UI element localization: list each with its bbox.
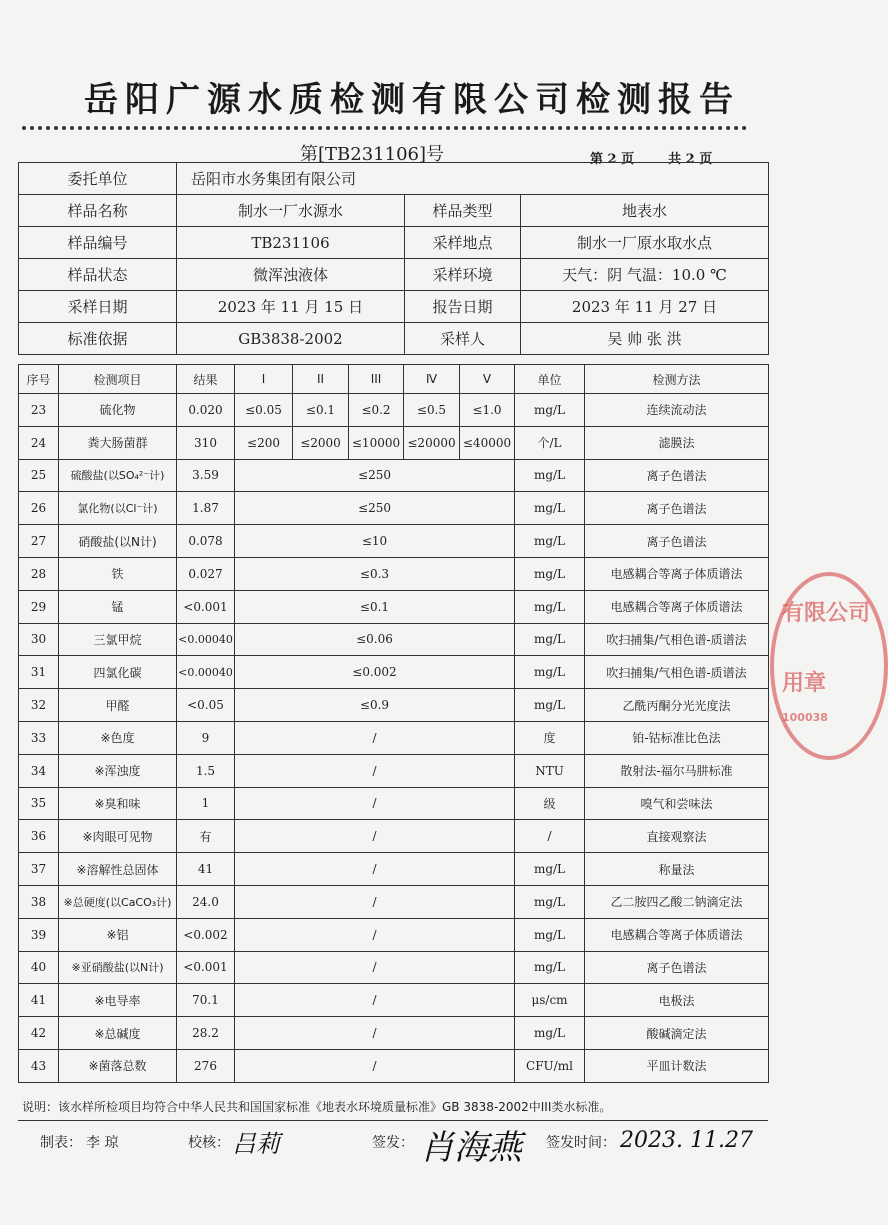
row-no: 25 <box>19 459 59 492</box>
row-method: 电感耦合等离子体质谱法 <box>585 590 769 623</box>
row-result: 28.2 <box>177 1017 235 1050</box>
table-row <box>19 590 769 623</box>
issuer-signature: 肖海燕 <box>420 1128 522 1168</box>
row-limit-class-1: ≤200 <box>235 426 293 459</box>
env-value: 天气：阴 气温：10.0 ℃ <box>521 259 769 291</box>
row-unit: mg/L <box>515 656 585 689</box>
row-no: 37 <box>19 853 59 886</box>
sample-type-value: 地表水 <box>521 195 769 227</box>
row-method: 滤膜法 <box>585 426 769 459</box>
issue-time-label: 签发时间： <box>546 1135 616 1151</box>
row-no: 35 <box>19 787 59 820</box>
row-result: <0.00040 <box>177 623 235 656</box>
row-method: 直接观察法 <box>585 820 769 853</box>
company-seal <box>770 572 888 760</box>
row-item: 氯化物(以Cl⁻计) <box>59 492 177 525</box>
row-method: 铂-钴标准比色法 <box>585 721 769 754</box>
table-row <box>19 820 769 853</box>
row-no: 33 <box>19 721 59 754</box>
row-no: 26 <box>19 492 59 525</box>
row-method: 离子色谱法 <box>585 525 769 558</box>
sample-no-value: TB231106 <box>177 227 405 259</box>
table-row <box>19 492 769 525</box>
row-no: 36 <box>19 820 59 853</box>
note-divider <box>18 1120 768 1121</box>
row-no: 40 <box>19 951 59 984</box>
row-method: 平皿计数法 <box>585 1049 769 1082</box>
sample-name-label: 样品名称 <box>19 195 177 227</box>
row-item: 粪大肠菌群 <box>59 426 177 459</box>
table-row <box>19 1017 769 1050</box>
header-no: 序号 <box>19 365 59 394</box>
header-item: 检测项目 <box>59 365 177 394</box>
row-limit-class-3: ≤0.2 <box>349 394 404 427</box>
row-result: 310 <box>177 426 235 459</box>
row-unit: mg/L <box>515 885 585 918</box>
row-no: 24 <box>19 426 59 459</box>
row-limit-class-2: ≤2000 <box>293 426 349 459</box>
table-row <box>19 557 769 590</box>
row-unit: mg/L <box>515 492 585 525</box>
row-result: <0.002 <box>177 918 235 951</box>
table-row <box>19 853 769 886</box>
row-limit-class-4: ≤0.5 <box>404 394 460 427</box>
row-limit: ≤0.002 <box>235 656 515 689</box>
row-limit: / <box>235 1049 515 1082</box>
row-limit: / <box>235 918 515 951</box>
sample-state-value: 微浑浊液体 <box>177 259 405 291</box>
maker-label: 制表： <box>40 1135 82 1151</box>
row-unit: mg/L <box>515 951 585 984</box>
table-row <box>19 918 769 951</box>
header-class-5: V <box>460 365 515 394</box>
row-result: 0.027 <box>177 557 235 590</box>
row-limit: / <box>235 885 515 918</box>
row-method: 散射法-福尔马肼标准 <box>585 754 769 787</box>
page-current: 第 2 页 <box>590 152 635 167</box>
row-method: 离子色谱法 <box>585 951 769 984</box>
row-unit: CFU/ml <box>515 1049 585 1082</box>
row-item: ※铝 <box>59 918 177 951</box>
row-unit: 级 <box>515 787 585 820</box>
row-no: 23 <box>19 394 59 427</box>
row-unit: mg/L <box>515 853 585 886</box>
row-item: ※菌落总数 <box>59 1049 177 1082</box>
header-result: 结果 <box>177 365 235 394</box>
row-no: 27 <box>19 525 59 558</box>
row-method: 吹扫捕集/气相色谱-质谱法 <box>585 623 769 656</box>
row-result: 1.5 <box>177 754 235 787</box>
row-method: 离子色谱法 <box>585 459 769 492</box>
checker-label: 校核： <box>188 1135 230 1151</box>
row-result: 1 <box>177 787 235 820</box>
row-limit: ≤0.06 <box>235 623 515 656</box>
row-unit: mg/L <box>515 525 585 558</box>
row-no: 31 <box>19 656 59 689</box>
row-unit: mg/L <box>515 689 585 722</box>
row-no: 42 <box>19 1017 59 1050</box>
row-item: 硝酸盐(以N计) <box>59 525 177 558</box>
row-limit: / <box>235 787 515 820</box>
row-result: 276 <box>177 1049 235 1082</box>
table-row <box>19 1049 769 1082</box>
row-unit: mg/L <box>515 590 585 623</box>
sample-info-table <box>18 162 769 355</box>
header-class-3: III <box>349 365 404 394</box>
row-limit: / <box>235 820 515 853</box>
sample-name-value: 制水一厂水源水 <box>177 195 405 227</box>
seal-text-3: 100038 <box>782 711 828 724</box>
row-item: 甲醛 <box>59 689 177 722</box>
row-method: 连续流动法 <box>585 394 769 427</box>
row-result: 41 <box>177 853 235 886</box>
issue-time-handwritten: 2023. 11.27 <box>620 1128 753 1153</box>
header-class-2: II <box>293 365 349 394</box>
row-no: 43 <box>19 1049 59 1082</box>
row-method: 电感耦合等离子体质谱法 <box>585 918 769 951</box>
row-unit: μs/cm <box>515 984 585 1017</box>
row-limit-class-5: ≤40000 <box>460 426 515 459</box>
row-item: 硫化物 <box>59 394 177 427</box>
table-row <box>19 787 769 820</box>
header-class-1: I <box>235 365 293 394</box>
sample-site-value: 制水一厂原水取水点 <box>521 227 769 259</box>
checker-signature: 吕莉 <box>232 1130 280 1158</box>
row-result: 70.1 <box>177 984 235 1017</box>
row-limit-class-5: ≤1.0 <box>460 394 515 427</box>
row-result: 3.59 <box>177 459 235 492</box>
row-item: ※色度 <box>59 721 177 754</box>
row-method: 乙二胺四乙酸二钠滴定法 <box>585 885 769 918</box>
row-result: 24.0 <box>177 885 235 918</box>
row-limit: ≤250 <box>235 459 515 492</box>
row-limit-class-3: ≤10000 <box>349 426 404 459</box>
row-no: 39 <box>19 918 59 951</box>
row-item: ※电导率 <box>59 984 177 1017</box>
row-result: <0.00040 <box>177 656 235 689</box>
row-item: 三氯甲烷 <box>59 623 177 656</box>
row-no: 34 <box>19 754 59 787</box>
row-method: 酸碱滴定法 <box>585 1017 769 1050</box>
row-limit: ≤250 <box>235 492 515 525</box>
table-row <box>19 656 769 689</box>
row-limit: ≤0.1 <box>235 590 515 623</box>
title-divider <box>22 126 747 134</box>
row-result: 0.078 <box>177 525 235 558</box>
row-limit: ≤0.3 <box>235 557 515 590</box>
row-result: 有 <box>177 820 235 853</box>
table-row <box>19 885 769 918</box>
seal-text-2: 用章 <box>782 671 827 696</box>
seal-text-1: 有限公司 <box>782 601 871 626</box>
row-limit: / <box>235 951 515 984</box>
report-date-label: 报告日期 <box>405 291 521 323</box>
row-result: <0.05 <box>177 689 235 722</box>
row-unit: 度 <box>515 721 585 754</box>
standard-label: 标准依据 <box>19 323 177 355</box>
row-unit: mg/L <box>515 1017 585 1050</box>
row-limit: / <box>235 1017 515 1050</box>
row-unit: mg/L <box>515 557 585 590</box>
row-limit: ≤0.9 <box>235 689 515 722</box>
table-row <box>19 721 769 754</box>
header-method: 检测方法 <box>585 365 769 394</box>
table-row <box>19 623 769 656</box>
row-no: 38 <box>19 885 59 918</box>
row-method: 称量法 <box>585 853 769 886</box>
sample-type-label: 样品类型 <box>405 195 521 227</box>
table-row <box>19 689 769 722</box>
row-result: 1.87 <box>177 492 235 525</box>
row-item: 硫酸盐(以SO₄²⁻计) <box>59 459 177 492</box>
maker-name: 李 琼 <box>86 1135 119 1151</box>
row-unit: NTU <box>515 754 585 787</box>
table-row <box>19 754 769 787</box>
row-item: 四氯化碳 <box>59 656 177 689</box>
sampler-label: 采样人 <box>405 323 521 355</box>
row-item: 铁 <box>59 557 177 590</box>
report-title: 岳阳广源水质检测有限公司检测报告 <box>84 80 740 120</box>
sample-state-label: 样品状态 <box>19 259 177 291</box>
row-item: ※浑浊度 <box>59 754 177 787</box>
issuer-label: 签发： <box>372 1135 414 1151</box>
table-row <box>19 394 769 427</box>
row-result: 9 <box>177 721 235 754</box>
sample-date-label: 采样日期 <box>19 291 177 323</box>
row-method: 电感耦合等离子体质谱法 <box>585 557 769 590</box>
row-limit: / <box>235 721 515 754</box>
row-item: 锰 <box>59 590 177 623</box>
header-unit: 单位 <box>515 365 585 394</box>
row-method: 电极法 <box>585 984 769 1017</box>
row-unit: mg/L <box>515 623 585 656</box>
table-row <box>19 426 769 459</box>
row-no: 28 <box>19 557 59 590</box>
row-result: <0.001 <box>177 590 235 623</box>
row-limit: / <box>235 984 515 1017</box>
row-limit-class-1: ≤0.05 <box>235 394 293 427</box>
row-method: 嗅气和尝味法 <box>585 787 769 820</box>
row-item: ※肉眼可见物 <box>59 820 177 853</box>
sample-site-label: 采样地点 <box>405 227 521 259</box>
header-class-4: Ⅳ <box>404 365 460 394</box>
row-result: 0.020 <box>177 394 235 427</box>
row-limit-class-2: ≤0.1 <box>293 394 349 427</box>
table-row <box>19 984 769 1017</box>
row-unit: / <box>515 820 585 853</box>
standard-value: GB3838-2002 <box>177 323 405 355</box>
results-table <box>18 364 769 1083</box>
row-item: ※亚硝酸盐(以N计) <box>59 951 177 984</box>
row-method: 离子色谱法 <box>585 492 769 525</box>
row-unit: mg/L <box>515 394 585 427</box>
row-method: 乙酰丙酮分光光度法 <box>585 689 769 722</box>
row-unit: mg/L <box>515 918 585 951</box>
row-item: ※臭和味 <box>59 787 177 820</box>
row-unit: mg/L <box>515 459 585 492</box>
sample-date-value: 2023 年 11 月 15 日 <box>177 291 405 323</box>
row-no: 32 <box>19 689 59 722</box>
report-date-value: 2023 年 11 月 27 日 <box>521 291 769 323</box>
client-value: 岳阳市水务集团有限公司 <box>177 163 769 195</box>
conformity-note: 说明：该水样所检项目均符合中华人民共和国国家标准《地表水环境质量标准》GB 3838-2002中III类水标准。 <box>22 1100 612 1114</box>
row-no: 41 <box>19 984 59 1017</box>
table-row <box>19 525 769 558</box>
row-no: 29 <box>19 590 59 623</box>
results-header-row <box>19 365 769 394</box>
env-label: 采样环境 <box>405 259 521 291</box>
row-item: ※总硬度(以CaCO₃计) <box>59 885 177 918</box>
row-unit: 个/L <box>515 426 585 459</box>
client-label: 委托单位 <box>19 163 177 195</box>
row-method: 吹扫捕集/气相色谱-质谱法 <box>585 656 769 689</box>
row-item: ※溶解性总固体 <box>59 853 177 886</box>
row-limit-class-4: ≤20000 <box>404 426 460 459</box>
page-total: 共 2 页 <box>668 152 713 167</box>
table-row <box>19 951 769 984</box>
row-limit: / <box>235 853 515 886</box>
row-limit: ≤10 <box>235 525 515 558</box>
row-item: ※总碱度 <box>59 1017 177 1050</box>
row-limit: / <box>235 754 515 787</box>
row-result: <0.001 <box>177 951 235 984</box>
report-number: 第[TB231106]号 <box>300 144 444 165</box>
sample-no-label: 样品编号 <box>19 227 177 259</box>
sampler-value: 吴 帅 张 洪 <box>521 323 769 355</box>
table-row <box>19 459 769 492</box>
row-no: 30 <box>19 623 59 656</box>
